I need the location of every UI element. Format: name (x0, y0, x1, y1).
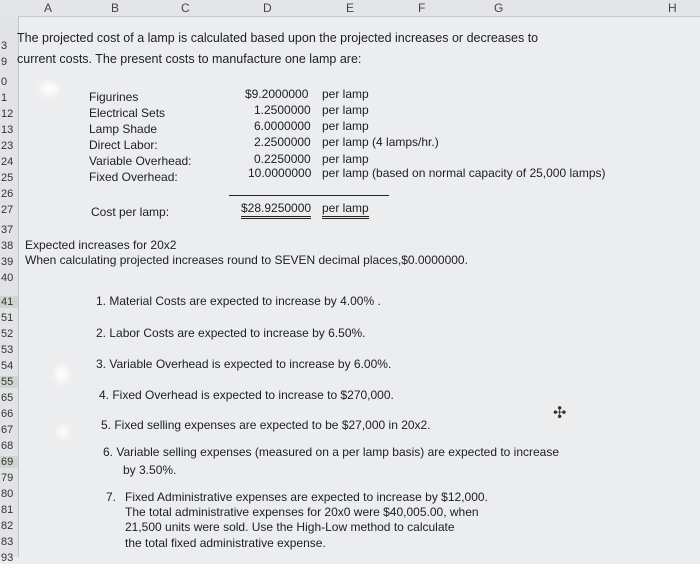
row-number[interactable]: 54 (1, 360, 14, 372)
total-value[interactable]: $28.9250000 (241, 201, 311, 219)
row-number[interactable]: 1 (1, 92, 8, 104)
item-fixed-admin-line3[interactable]: 21,500 units were sold. Use the High-Low method to calculate (125, 520, 455, 534)
column-header-c[interactable]: C (181, 1, 190, 15)
row-number[interactable]: 40 (1, 272, 14, 284)
rounding-note[interactable]: When calculating projected increases round to SEVEN decimal places,$0.0000000. (25, 253, 468, 267)
item-fixed-overhead[interactable]: 4. Fixed Overhead is expected to increase to $270,000. (99, 388, 394, 402)
item-variable-selling-line1[interactable]: 6. Variable selling expenses (measured on a per lamp basis) are expected to increase (103, 445, 560, 459)
row-number[interactable]: 12 (1, 108, 14, 120)
row-number[interactable]: 51 (1, 312, 14, 324)
row-number[interactable]: 53 (1, 344, 14, 356)
row-number[interactable]: 39 (1, 256, 14, 268)
row-number-gutter (0, 16, 19, 564)
row-number[interactable]: 41 (0, 296, 18, 308)
cost-value-fixed-overhead[interactable]: 10.0000000 (248, 166, 312, 180)
item-fixed-selling[interactable]: 5. Fixed selling expenses are expected to be $27,000 in 20x2. (101, 418, 431, 432)
column-header-g[interactable]: G (494, 1, 504, 15)
row-number[interactable]: 37 (1, 224, 14, 236)
total-label[interactable]: Cost per lamp: (91, 205, 170, 219)
row-number[interactable]: 13 (1, 124, 14, 136)
row-number[interactable]: 0 (1, 76, 8, 88)
cost-note-variable-overhead[interactable]: per lamp (322, 152, 369, 166)
item-fixed-admin-number[interactable]: 7. (106, 490, 117, 504)
screen-glare (40, 82, 58, 96)
row-number[interactable]: 23 (1, 140, 14, 152)
cost-note-electrical[interactable]: per lamp (322, 103, 369, 117)
row-number[interactable]: 24 (1, 156, 14, 168)
cost-note-fixed-overhead[interactable]: per lamp (based on normal capacity of 25,000 lamps) (322, 166, 606, 180)
row-number[interactable]: 81 (1, 504, 14, 516)
row-number[interactable]: 82 (1, 520, 14, 532)
row-number[interactable]: 3 (1, 40, 8, 52)
expected-heading[interactable]: Expected increases for 20x2 (25, 238, 177, 252)
screen-glare (55, 365, 69, 383)
cost-value-electrical[interactable]: 1.2500000 (254, 103, 311, 117)
item-variable-overhead[interactable]: 3. Variable Overhead is expected to increase by 6.00%. (96, 357, 392, 371)
cost-label-electrical[interactable]: Electrical Sets (89, 106, 166, 120)
row-number[interactable]: 26 (1, 188, 14, 200)
cost-label-direct-labor[interactable]: Direct Labor: (89, 138, 158, 152)
column-header-e[interactable]: E (346, 1, 355, 15)
cost-value-variable-overhead[interactable]: 0.2250000 (254, 152, 311, 166)
row-number[interactable]: 68 (1, 440, 14, 452)
cell-cursor-icon: ✣ (553, 403, 567, 422)
column-header-d[interactable]: D (263, 1, 272, 15)
cost-value-lamp-shade[interactable]: 6.0000000 (254, 119, 311, 133)
row-number[interactable]: 38 (1, 240, 14, 252)
row-number[interactable]: 52 (1, 328, 14, 340)
cost-label-figurines[interactable]: Figurines (89, 90, 139, 104)
screen-glare (58, 425, 68, 439)
item-fixed-admin-line4[interactable]: the total fixed administrative expense. (125, 536, 326, 550)
row-number[interactable]: 9 (1, 56, 8, 68)
cost-value-figurines[interactable]: $9.2000000 (245, 87, 309, 101)
cost-label-variable-overhead[interactable]: Variable Overhead: (89, 154, 192, 168)
item-labor-costs[interactable]: 2. Labor Costs are expected to increase by 6.50%. (96, 326, 366, 340)
column-header-bar (0, 0, 700, 17)
row-number[interactable]: 25 (1, 172, 14, 184)
item-material-costs[interactable]: 1. Material Costs are expected to increase by 4.00% . (96, 294, 381, 308)
cost-note-lamp-shade[interactable]: per lamp (322, 119, 369, 133)
row-number[interactable]: 66 (1, 408, 14, 420)
cost-note-figurines[interactable]: per lamp (322, 87, 369, 101)
row-number[interactable]: 27 (1, 204, 14, 216)
cost-label-fixed-overhead[interactable]: Fixed Overhead: (89, 170, 178, 184)
row-number[interactable]: 93 (1, 552, 14, 564)
row-number[interactable]: 67 (1, 424, 14, 436)
row-number[interactable]: 65 (1, 392, 14, 404)
cost-label-lamp-shade[interactable]: Lamp Shade (89, 122, 158, 136)
intro-line-2[interactable]: current costs. The present costs to manufacture one lamp are: (17, 52, 362, 66)
column-header-h[interactable]: H (668, 1, 677, 15)
item-variable-selling-line2[interactable]: by 3.50%. (123, 463, 177, 477)
column-header-a[interactable]: A (44, 1, 53, 15)
total-note[interactable]: per lamp (322, 201, 369, 219)
row-number[interactable]: 80 (1, 488, 14, 500)
total-top-border (229, 195, 389, 196)
column-header-f[interactable]: F (418, 1, 426, 15)
cost-value-direct-labor[interactable]: 2.2500000 (254, 135, 311, 149)
row-number[interactable]: 69 (0, 456, 18, 468)
item-fixed-admin-line1[interactable]: Fixed Administrative expenses are expected to increase by $12,000. (125, 490, 488, 504)
intro-line-1[interactable]: The projected cost of a lamp is calculated based upon the projected increases or decreases to (17, 31, 539, 45)
row-number[interactable]: 55 (0, 376, 18, 388)
row-number[interactable]: 79 (1, 472, 14, 484)
item-fixed-admin-line2[interactable]: The total administrative expenses for 20x0 were $40,005.00, when (125, 505, 479, 519)
cost-note-direct-labor[interactable]: per lamp (4 lamps/hr.) (322, 135, 439, 149)
row-number[interactable]: 83 (1, 536, 14, 548)
column-header-b[interactable]: B (111, 1, 120, 15)
